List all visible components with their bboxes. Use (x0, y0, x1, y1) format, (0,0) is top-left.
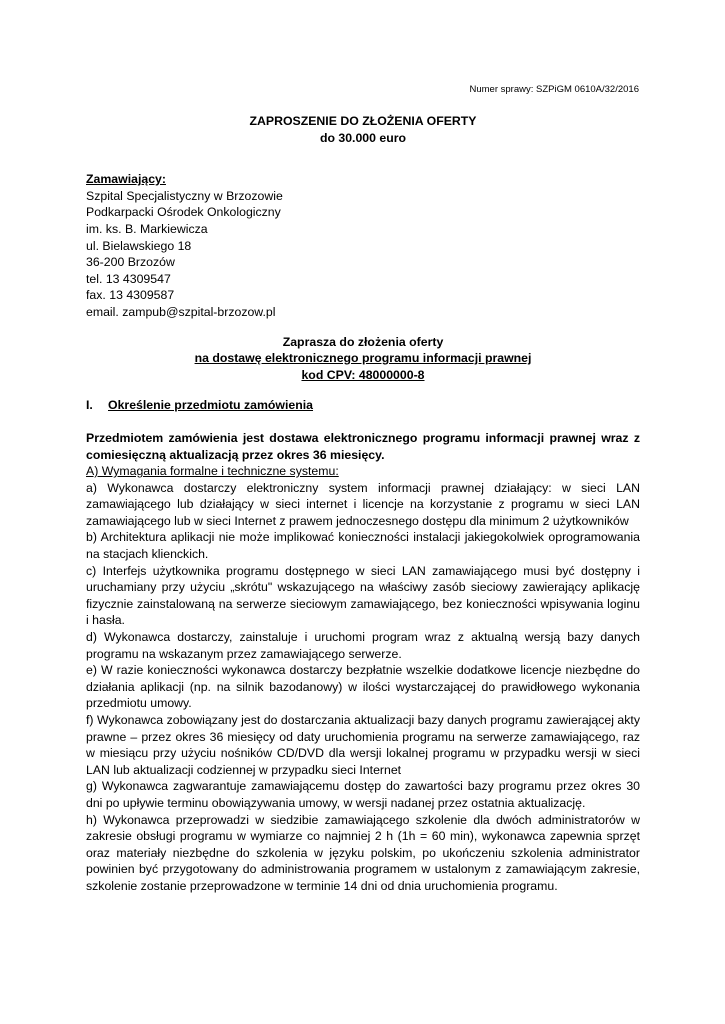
invitation-subject: na dostawę elektronicznego programu informacji prawnej (194, 351, 532, 366)
address-line: fax. 13 4309587 (86, 288, 175, 303)
requirement-item: f) Wykonawca zobowiązany jest do dostarczania aktualizacji bazy danych programu zawierającej akty prawne – przez okres 36 miesięcy od daty uruchomienia programu na serwerze zamawiającego, raz w miesiącu przy użyciu nośników CD/DVD dla wersji lokalnej programu w przypadku wersji w sieci LAN lub aktualizacji codziennej w przypadku sieci Internet (86, 713, 640, 777)
requirements-subheading: A) Wymagania formalne i techniczne systemu: (86, 464, 339, 479)
section-heading (86, 397, 640, 414)
requirement-item: a) Wykonawca dostarczy elektroniczny system informacji prawnej działający: w sieci LAN zamawiającego lub działający w sieci internet i licencje na korzystanie z programu w sieci LAN zamawiającego lub w sieci Internet z prawem jednoczesnego dostępu dla minimum 2 użytkowników (86, 480, 640, 528)
document-title: ZAPROSZENIE DO ZŁOŻENIA OFERTY (249, 114, 477, 128)
section-number: I. (86, 398, 93, 413)
section-title: Określenie przedmiotu zamówienia (108, 398, 314, 413)
requirement-item: d) Wykonawca dostarczy, zainstaluje i uruchomi program wraz z aktualną wersją bazy danych programu na wskazanym przez zamawiającego serwerze. (86, 630, 640, 661)
case-number: Numer sprawy: SZPiGM 0610A/32/2016 (469, 84, 639, 95)
requirement-item: b) Architektura aplikacji nie może implikować konieczności instalacji jakiegokolwiek oprogramowania na stacjach klienckich. (86, 530, 640, 562)
ordering-party-heading: Zamawiający: (86, 172, 166, 187)
address-line: im. ks. B. Markiewicza (86, 221, 208, 236)
document-body (86, 113, 640, 895)
requirement-item: g) Wykonawca zagwarantuje zamawiającemu dostęp do zawartości bazy programu przez okres 30 dni po upływie terminu obowiązywania umowy, w wersji nadanej przez ostatnia aktualizację. (86, 779, 640, 810)
address-line: Szpital Specjalistyczny w Brzozowie (86, 188, 283, 203)
cpv-code: kod CPV: 48000000-8 (301, 367, 425, 382)
address-line: 36-200 Brzozów (86, 255, 175, 270)
address-line: tel. 13 4309547 (86, 271, 171, 286)
requirement-item: e) W razie konieczności wykonawca dostarczy bezpłatnie wszelkie dodatkowe licencje niezbędne do działania aplikacji (np. na silnik bazodanowy) w ilości wystarczającej do prawidłowego wykonania przedmiotu umowy. (86, 663, 640, 711)
address-line: Podkarpacki Ośrodek Onkologiczny (86, 205, 281, 220)
email-line: email. zampub@szpital-brzozow.pl (86, 304, 276, 319)
document-subtitle: do 30.000 euro (319, 130, 407, 145)
ordering-party-address (86, 188, 640, 321)
requirement-item: c) Interfejs użytkownika programu dostępnego w sieci LAN zamawiającego musi być dostępny i uruchamiany przy użyciu „skrótu" wskazującego na właściwy zasób sieciowy zawierający aplikację fizycznie zainstalowaną na serwerze sieciowym zamawiającego, bez konieczności wpisywania loginu i hasła. (86, 563, 640, 628)
address-line: ul. Bielawskiego 18 (86, 238, 192, 253)
requirement-item: h) Wykonawca przeprowadzi w siedzibie zamawiającego szkolenie dla dwóch administratorów w zakresie obsługi programu w wymiarze co najmniej 2 h (1h = 60 min), wykonawca zapewnia sprzęt oraz materiały niezbędne do szkolenia w języku polskim, po ukończeniu szkolenia administrator powinien być przygotowany do administrowania programem w ustalonym z zamawiającym zakresie, szkolenie zostanie przeprowadzone w terminie 14 dni od dnia uruchomienia programu. (86, 812, 640, 893)
subject-paragraph: Przedmiotem zamówienia jest dostawa elektronicznego programu informacji prawnej wraz z comiesięczną aktualizacją przez okres 36 miesięcy. (86, 430, 640, 462)
invitation-line: Zaprasza do złożenia oferty (282, 334, 444, 349)
